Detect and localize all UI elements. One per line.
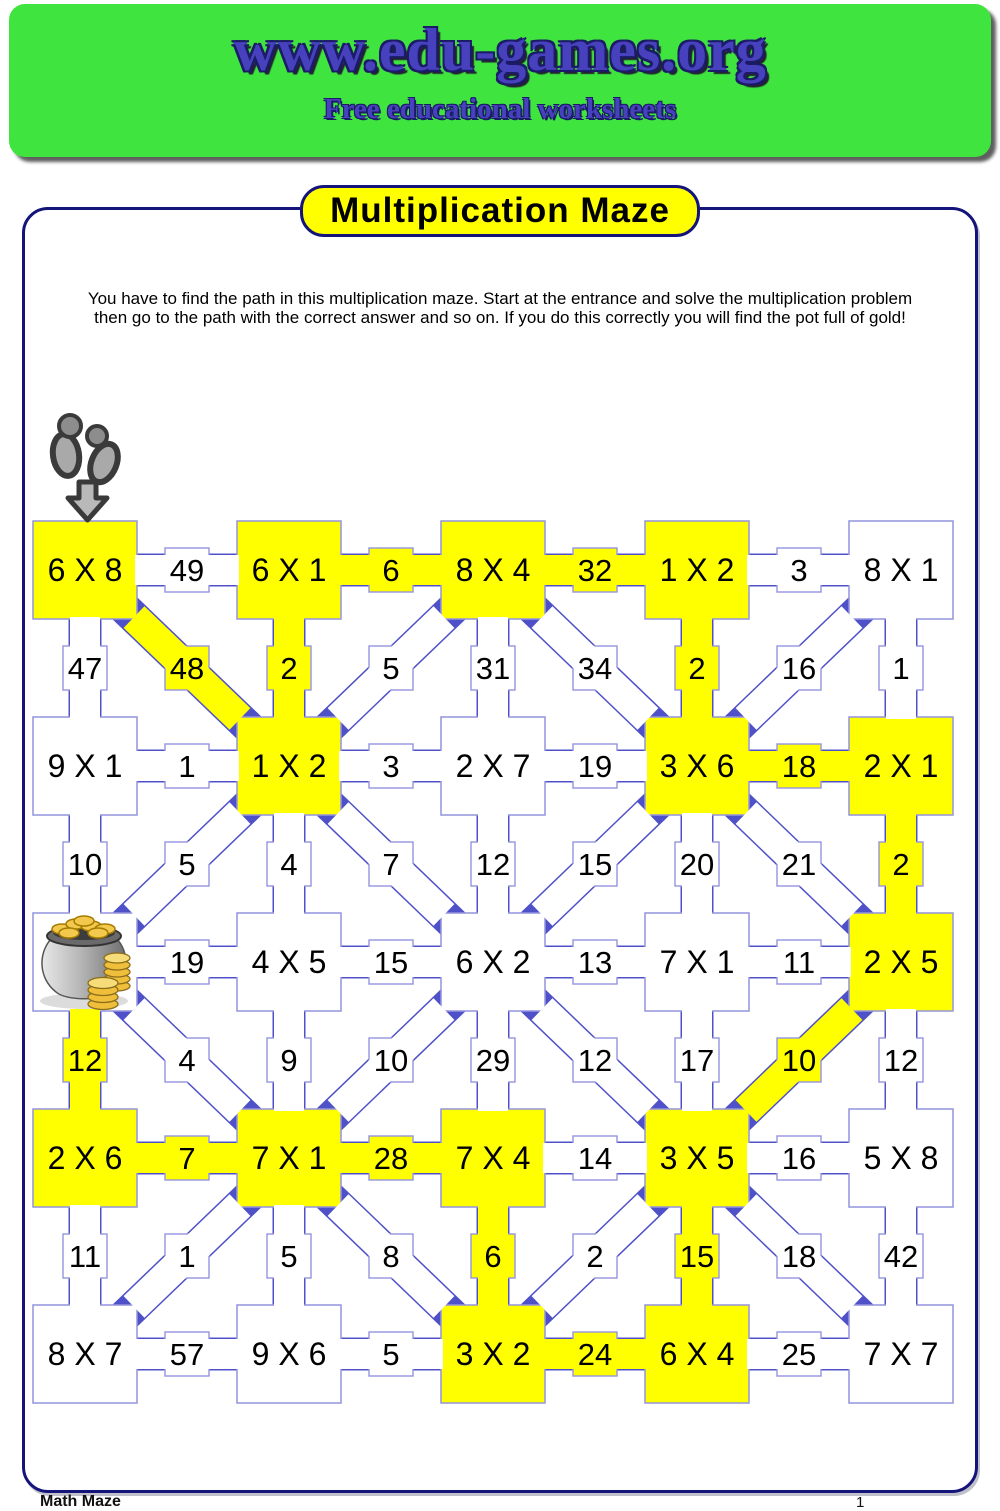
problem-label: 1 X 2 [659, 552, 735, 588]
answer-label: 12 [883, 1043, 919, 1078]
answer-label: 15 [679, 1239, 715, 1274]
answer-label: 2 [280, 651, 298, 686]
problem-label: 2 X 6 [47, 1140, 123, 1176]
problem-label: 8 X 4 [455, 552, 531, 588]
answer-label: 29 [475, 1043, 511, 1078]
problem-label: 6 X 8 [47, 552, 123, 588]
answer-label: 16 [781, 1141, 817, 1176]
answer-label: 1 [178, 1239, 196, 1274]
problem-label: 6 X 2 [455, 944, 531, 980]
answer-label: 17 [679, 1043, 715, 1078]
answer-label: 24 [577, 1337, 613, 1372]
answer-label: 12 [577, 1043, 613, 1078]
problem-label: 8 X 7 [47, 1336, 123, 1372]
answer-label: 2 [586, 1239, 604, 1274]
answer-label: 42 [883, 1239, 919, 1274]
answer-label: 10 [373, 1043, 409, 1078]
problem-label: 4 X 5 [251, 944, 327, 980]
answer-label: 14 [577, 1141, 613, 1176]
footer-worksheet-name: Math Maze [40, 1493, 121, 1510]
answer-label: 2 [892, 847, 910, 882]
maze-labels [48, 552, 939, 1372]
answer-label: 25 [781, 1337, 817, 1372]
site-subtitle: Free educational worksheets [323, 93, 677, 125]
answer-label: 16 [781, 651, 817, 686]
worksheet-title: Multiplication Maze [300, 185, 700, 237]
answer-label: 3 [382, 749, 400, 784]
answer-label: 2 [688, 651, 706, 686]
answer-label: 5 [178, 847, 196, 882]
problem-label: 2 X 5 [863, 944, 939, 980]
down-arrow-icon [68, 482, 107, 520]
answer-label: 19 [577, 749, 613, 784]
problem-label: 6 X 4 [659, 1336, 735, 1372]
problem-label: 9 X 6 [251, 1336, 327, 1372]
answer-label: 7 [178, 1141, 196, 1176]
problem-label: 6 X 1 [251, 552, 327, 588]
answer-label: 31 [475, 651, 511, 686]
answer-label: 5 [382, 1337, 400, 1372]
problem-label: 8 X 1 [863, 552, 939, 588]
answer-label: 10 [67, 847, 103, 882]
answer-label: 9 [280, 1043, 298, 1078]
problem-label: 2 X 7 [455, 748, 531, 784]
answer-label: 5 [382, 651, 400, 686]
instructions-line-2: then go to the path with the correct answer and so on. If you do this correctly you will find the pot full of gold! [94, 308, 906, 327]
problem-label: 2 X 1 [863, 748, 939, 784]
answer-label: 48 [169, 651, 205, 686]
answer-label: 19 [169, 945, 205, 980]
answer-label: 28 [373, 1141, 409, 1176]
answer-label: 8 [382, 1239, 400, 1274]
problem-label: 5 X 8 [863, 1140, 939, 1176]
problem-label: 7 X 4 [455, 1140, 531, 1176]
answer-label: 12 [67, 1043, 103, 1078]
answer-label: 11 [68, 1239, 102, 1274]
answer-label: 7 [382, 847, 400, 882]
answer-label: 12 [475, 847, 511, 882]
answer-label: 20 [679, 847, 715, 882]
answer-label: 5 [280, 1239, 298, 1274]
problem-label: 3 X 5 [659, 1140, 735, 1176]
answer-label: 32 [577, 553, 613, 588]
answer-label: 1 [178, 749, 196, 784]
answer-label: 47 [67, 651, 103, 686]
answer-label: 15 [373, 945, 409, 980]
problem-label: 3 X 6 [659, 748, 735, 784]
answer-label: 11 [782, 945, 816, 980]
answer-label: 34 [577, 651, 613, 686]
problem-label: 7 X 1 [659, 944, 735, 980]
problem-label: 3 X 2 [455, 1336, 531, 1372]
site-title: www.edu-games.org [233, 17, 767, 83]
answer-label: 1 [892, 651, 910, 686]
answer-label: 6 [484, 1239, 502, 1274]
problem-label: 7 X 7 [863, 1336, 939, 1372]
answer-label: 6 [382, 553, 400, 588]
footprints-icon [50, 416, 123, 486]
answer-label: 18 [781, 1239, 817, 1274]
answer-label: 57 [169, 1337, 205, 1372]
answer-label: 15 [577, 847, 613, 882]
answer-label: 21 [781, 847, 817, 882]
answer-label: 10 [781, 1043, 817, 1078]
problem-label: 9 X 1 [47, 748, 123, 784]
answer-label: 13 [577, 945, 613, 980]
answer-label: 49 [169, 553, 205, 588]
answer-label: 4 [178, 1043, 196, 1078]
answer-label: 3 [790, 553, 808, 588]
answer-label: 4 [280, 847, 298, 882]
footer-page-number: 1 [856, 1494, 865, 1511]
answer-label: 18 [781, 749, 817, 784]
instructions-line-1: You have to find the path in this multiplication maze. Start at the entrance and solve the multiplication problem [87, 289, 913, 308]
instructions-text [0, 289, 1000, 327]
problem-label: 1 X 2 [251, 748, 327, 784]
problem-label: 7 X 1 [251, 1140, 327, 1176]
